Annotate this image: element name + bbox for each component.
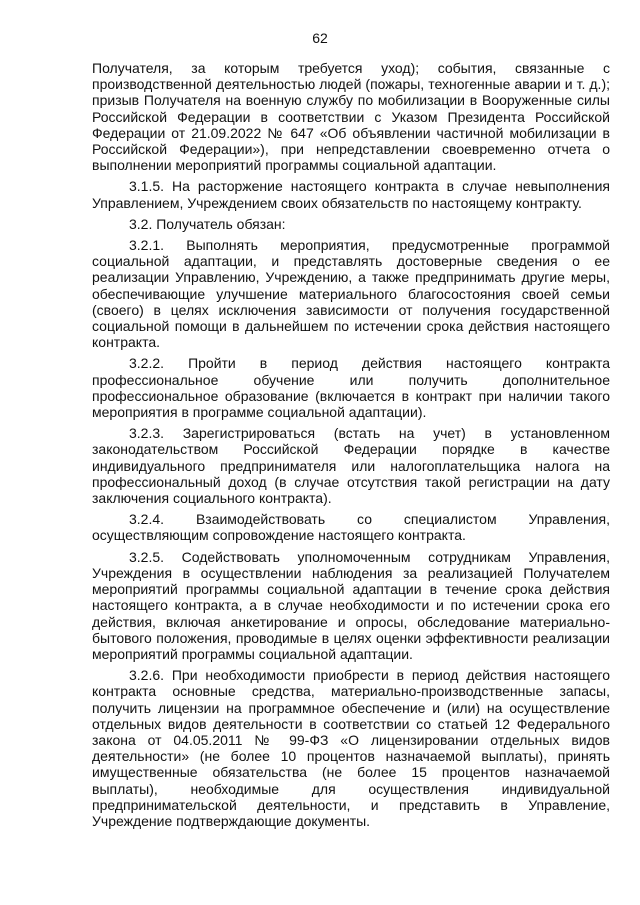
paragraph-3-2-5: 3.2.5. Содействовать уполномоченным сотрудникам Управления, Учреждения в осуществлении наблюдения за реализацией Получателем мероприятий программы социальной адаптации в течение срока действия настоящего контракта, а в случае необходимости и по истечении срока его действия, включая анкетирование и опросы, обследование материально-бытового положения, проводимые в целях оценки эффективности реализации мероприятий программы социальной адаптации. <box>92 548 610 662</box>
paragraph-3-2-2: 3.2.2. Пройти в период действия настоящего контракта профессиональное обучение или получить дополнительное профессиональное образование (включается в контракт при наличии такого мероприятия в программе социальной адаптации). <box>92 355 610 421</box>
paragraph-3-2-6: 3.2.6. При необходимости приобрести в период действия настоящего контракта основные средства, материально-производственные запасы, получить лицензии на программное обеспечение и (или) на осуществление отдельных видов деятельности в соответствии со статьей 12 Федерального закона от 04.05.2011 № 99-ФЗ «О лицензировании отдельных видов деятельности» (не более 10 процентов назначаемой выплаты), принять имущественные обязательства (не более 15 процентов назначаемой выплаты), необходимые для осуществления индивидуальной предпринимательской деятельности, и представить в Управление, Учреждение подтверждающие документы. <box>92 667 610 829</box>
paragraph-continuation: Получателя, за которым требуется уход); события, связанные с производственной деятельностью людей (пожары, техногенные аварии и т. д.); призыв Получателя на военную службу по мобилизации в Вооруженные силы Российской Федерации в соответствии с Указом Президента Российской Федерации от 21.09.2022 № 647 «Об объявлении частичной мобилизации в Российской Федерации»), при непредставлении своевременно отчета о выполнении мероприятий программы социальной адаптации. <box>92 60 610 174</box>
paragraph-3-2-3: 3.2.3. Зарегистрироваться (встать на учет) в установленном законодательством Российской Федерации порядке в качестве индивидуального предпринимателя или налогоплательщика налога на профессиональный доход (в случае отсутствия такой регистрации на дату заключения социального контракта). <box>92 425 610 507</box>
paragraph-3-2: 3.2. Получатель обязан: <box>129 215 286 232</box>
paragraph-3-1-5: 3.1.5. На расторжение настоящего контракта в случае невыполнения Управлением, Учреждением своих обязательств по настоящему контракту. <box>92 178 610 211</box>
page-number: 62 <box>312 30 328 46</box>
document-body <box>92 60 610 829</box>
paragraph-3-2-1: 3.2.1. Выполнять мероприятия, предусмотренные программой социальной адаптации, и представлять достоверные сведения о ее реализации Управлению, Учреждению, а также предпринимать другие меры, обеспечивающие улучшение материального благосостояния своей семьи (своего) в целях исключения зависимости от получения государственной социальной помощи в дальнейшем по истечении срока действия настоящего контракта. <box>92 237 610 351</box>
paragraph-3-2-4: 3.2.4. Взаимодействовать со специалистом Управления, осуществляющим сопровождение настоящего контракта. <box>92 511 610 544</box>
